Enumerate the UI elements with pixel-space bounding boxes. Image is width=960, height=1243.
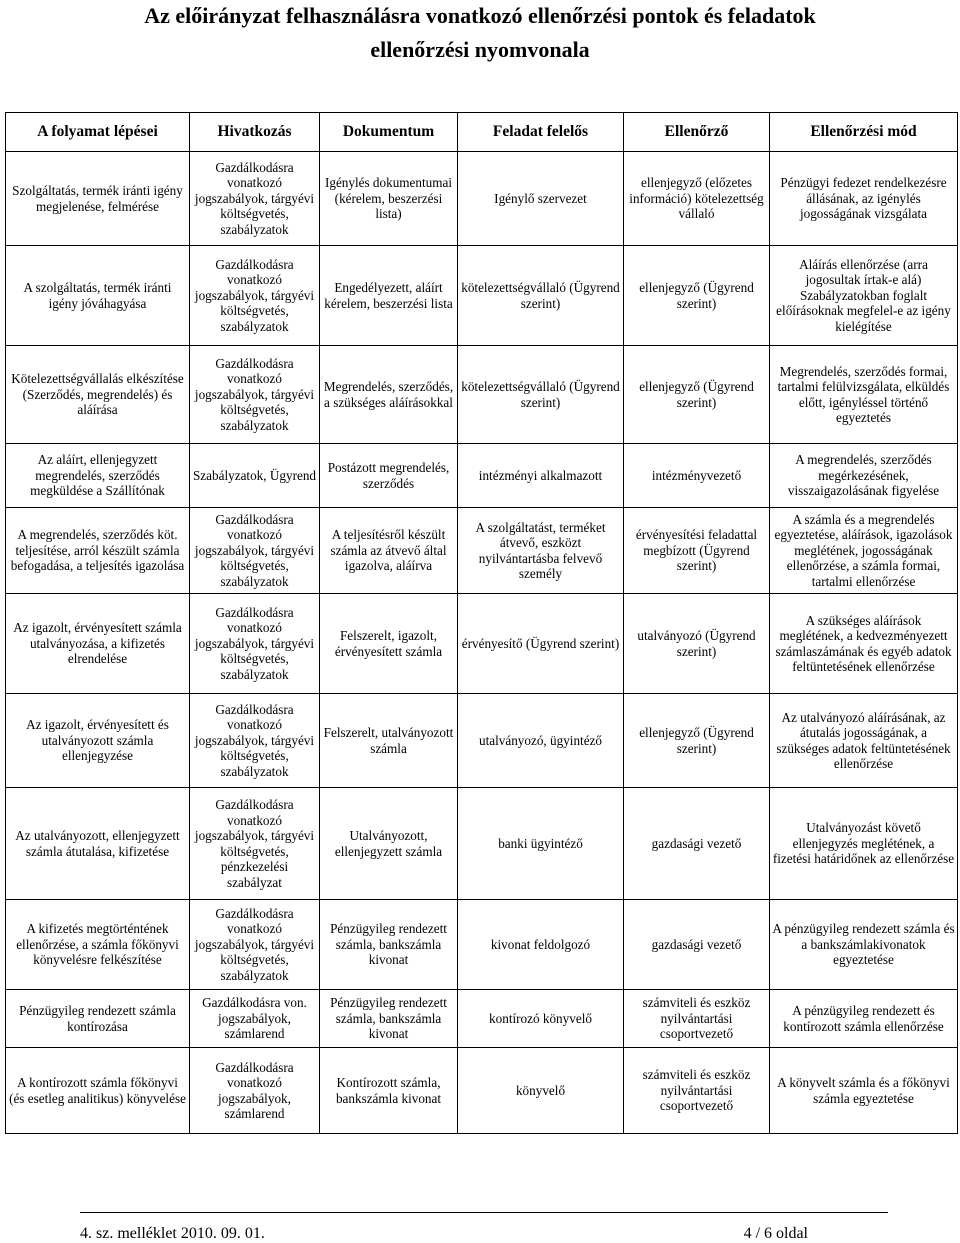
table-cell: intézményvezető bbox=[624, 444, 770, 508]
footer-page-number: 4 / 6 oldal bbox=[743, 1225, 808, 1242]
table-cell: Az utalványozó aláírásának, az átutalás jogosságának, a szükséges adatok feltüntetésének ellenőrzése bbox=[770, 694, 958, 788]
table-cell: számviteli és eszköz nyilvántartási csoportvezető bbox=[624, 990, 770, 1048]
table-cell: Megrendelés, szerződés formai, tartalmi felülvizsgálata, elküldés előtt, igényléssel történő egyeztetés bbox=[770, 346, 958, 444]
table-cell: ellenjegyző (Ügyrend szerint) bbox=[624, 246, 770, 346]
table-cell: Pénzügyileg rendezett számla, bankszámla kivonat bbox=[320, 990, 458, 1048]
table-cell: kontírozó könyvelő bbox=[458, 990, 624, 1048]
table-cell: gazdasági vezető bbox=[624, 788, 770, 900]
table-cell: A kifizetés megtörténtének ellenőrzése, a számla főkönyvi könyvelésre felkészítése bbox=[6, 900, 190, 990]
table-row bbox=[6, 444, 958, 508]
table-cell: A kontírozott számla főkönyvi (és esetleg analitikus) könyvelése bbox=[6, 1048, 190, 1134]
table-row bbox=[6, 508, 958, 594]
table-cell: Gazdálkodásra vonatkozó jogszabályok, tárgyévi költségvetés, szabályzatok bbox=[190, 594, 320, 694]
table-cell: Gazdálkodásra vonatkozó jogszabályok, számlarend bbox=[190, 1048, 320, 1134]
table-cell: Az igazolt, érvényesített számla utalványozása, a kifizetés elrendelése bbox=[6, 594, 190, 694]
table-cell: Gazdálkodásra vonatkozó jogszabályok, tárgyévi költségvetés, szabályzatok bbox=[190, 246, 320, 346]
table-cell: A teljesítésről készült számla az átvevő által igazolva, aláírva bbox=[320, 508, 458, 594]
table-cell: A pénzügyileg rendezett számla és a bankszámlakivonatok egyeztetése bbox=[770, 900, 958, 990]
table-cell: A szolgáltatás, termék iránti igény jóváhagyása bbox=[6, 246, 190, 346]
table-cell: Szabályzatok, Ügyrend bbox=[190, 444, 320, 508]
table-cell: banki ügyintéző bbox=[458, 788, 624, 900]
table-cell: Kontírozott számla, bankszámla kivonat bbox=[320, 1048, 458, 1134]
table-cell: A szükséges aláírások meglétének, a kedvezményezett számlaszámának és egyéb adatok feltüntetésének ellenőrzése bbox=[770, 594, 958, 694]
table-cell: kivonat feldolgozó bbox=[458, 900, 624, 990]
column-header: Hivatkozás bbox=[190, 113, 320, 152]
column-header: Dokumentum bbox=[320, 113, 458, 152]
footer-annex-date: 4. sz. melléklet 2010. 09. 01. bbox=[80, 1225, 265, 1242]
table-cell: A megrendelés, szerződés köt. teljesítése, arról készült számla befogadása, a teljesítés igazolása bbox=[6, 508, 190, 594]
column-header: A folyamat lépései bbox=[6, 113, 190, 152]
table-cell: Kötelezettségvállalás elkészítése (Szerződés, megrendelés) és aláírása bbox=[6, 346, 190, 444]
table-cell: gazdasági vezető bbox=[624, 900, 770, 990]
table-cell: számviteli és eszköz nyilvántartási csoportvezető bbox=[624, 1048, 770, 1134]
table-cell: Igénylés dokumentumai (kérelem, beszerzési lista) bbox=[320, 152, 458, 246]
table-cell: A szolgáltatást, terméket átvevő, eszközt nyilvántartásba felvevő személy bbox=[458, 508, 624, 594]
column-header: Ellenőrző bbox=[624, 113, 770, 152]
column-header: Ellenőrzési mód bbox=[770, 113, 958, 152]
table-row bbox=[6, 346, 958, 444]
table-row bbox=[6, 246, 958, 346]
table-cell: ellenjegyző (Ügyrend szerint) bbox=[624, 694, 770, 788]
table-cell: Gazdálkodásra vonatkozó jogszabályok, tárgyévi költségvetés, szabályzatok bbox=[190, 900, 320, 990]
table-cell: Az igazolt, érvényesített és utalványozott számla ellenjegyzése bbox=[6, 694, 190, 788]
table-row bbox=[6, 900, 958, 990]
table-cell: A megrendelés, szerződés megérkezésének, visszaigazolásának figyelése bbox=[770, 444, 958, 508]
page-subtitle: ellenőrzési nyomvonala bbox=[370, 37, 590, 62]
table-cell: Megrendelés, szerződés, a szükséges aláírásokkal bbox=[320, 346, 458, 444]
table-cell: Gazdálkodásra von. jogszabályok, számlarend bbox=[190, 990, 320, 1048]
column-header: Feladat felelős bbox=[458, 113, 624, 152]
page-footer bbox=[80, 1212, 888, 1243]
table-cell: Gazdálkodásra vonatkozó jogszabályok, tárgyévi költségvetés, pénzkezelési szabályzat bbox=[190, 788, 320, 900]
control-points-table bbox=[5, 112, 958, 1134]
table-cell: Az utalványozott, ellenjegyzett számla átutalása, kifizetése bbox=[6, 788, 190, 900]
table-cell: Gazdálkodásra vonatkozó jogszabályok, tárgyévi költségvetés, szabályzatok bbox=[190, 508, 320, 594]
table-cell: érvényesítési feladattal megbízott (Ügyrend szerint) bbox=[624, 508, 770, 594]
table-cell: Az aláírt, ellenjegyzett megrendelés, szerződés megküldése a Szállítónak bbox=[6, 444, 190, 508]
table-cell: Utalványozást követő ellenjegyzés meglétének, a fizetési határidőnek az ellenőrzése bbox=[770, 788, 958, 900]
table-cell: utalványozó, ügyintéző bbox=[458, 694, 624, 788]
table-cell: Utalványozott, ellenjegyzett számla bbox=[320, 788, 458, 900]
table-cell: Felszerelt, utalványozott számla bbox=[320, 694, 458, 788]
table-cell: Felszerelt, igazolt, érvényesített számla bbox=[320, 594, 458, 694]
table-cell: A könyvelt számla és a főkönyvi számla egyeztetése bbox=[770, 1048, 958, 1134]
table-cell: Engedélyezett, aláírt kérelem, beszerzési lista bbox=[320, 246, 458, 346]
table-cell: Gazdálkodásra vonatkozó jogszabályok, tárgyévi költségvetés, szabályzatok bbox=[190, 694, 320, 788]
table-cell: kötelezettségvállaló (Ügyrend szerint) bbox=[458, 346, 624, 444]
table-row bbox=[6, 990, 958, 1048]
table-cell: Pénzügyi fedezet rendelkezésre állásának, az igénylés jogosságának vizsgálata bbox=[770, 152, 958, 246]
table-cell: érvényesítő (Ügyrend szerint) bbox=[458, 594, 624, 694]
table-cell: kötelezettségvállaló (Ügyrend szerint) bbox=[458, 246, 624, 346]
table-cell: Gazdálkodásra vonatkozó jogszabályok, tárgyévi költségvetés, szabályzatok bbox=[190, 152, 320, 246]
table-cell: Postázott megrendelés, szerződés bbox=[320, 444, 458, 508]
table-row bbox=[6, 152, 958, 246]
page-title: Az előirányzat felhasználásra vonatkozó ellenőrzési pontok és feladatok bbox=[144, 3, 816, 28]
table-row bbox=[6, 788, 958, 900]
table-cell: Pénzügyileg rendezett számla, bankszámla kivonat bbox=[320, 900, 458, 990]
table-cell: ellenjegyző (előzetes információ) kötelezettség vállaló bbox=[624, 152, 770, 246]
table-cell: Igénylő szervezet bbox=[458, 152, 624, 246]
table-cell: A számla és a megrendelés egyeztetése, aláírások, igazolások meglétének, jogosságának ellenőrzése, a számla formai, tartalmi ellenőrzése bbox=[770, 508, 958, 594]
table-cell: A pénzügyileg rendezett és kontírozott számla ellenőrzése bbox=[770, 990, 958, 1048]
table-cell: utalványozó (Ügyrend szerint) bbox=[624, 594, 770, 694]
table-cell: Aláírás ellenőrzése (arra jogosultak írtak-e alá) Szabályzatokban foglalt előírásoknak megfelel-e az igény kielégítése bbox=[770, 246, 958, 346]
table-cell: könyvelő bbox=[458, 1048, 624, 1134]
table-cell: Gazdálkodásra vonatkozó jogszabályok, tárgyévi költségvetés, szabályzatok bbox=[190, 346, 320, 444]
table-row bbox=[6, 594, 958, 694]
table-header-row bbox=[6, 113, 958, 152]
table-cell: Szolgáltatás, termék iránti igény megjelenése, felmérése bbox=[6, 152, 190, 246]
table-cell: intézményi alkalmazott bbox=[458, 444, 624, 508]
table-cell: ellenjegyző (Ügyrend szerint) bbox=[624, 346, 770, 444]
table-cell: Pénzügyileg rendezett számla kontírozása bbox=[6, 990, 190, 1048]
table-row bbox=[6, 694, 958, 788]
table-row bbox=[6, 1048, 958, 1134]
